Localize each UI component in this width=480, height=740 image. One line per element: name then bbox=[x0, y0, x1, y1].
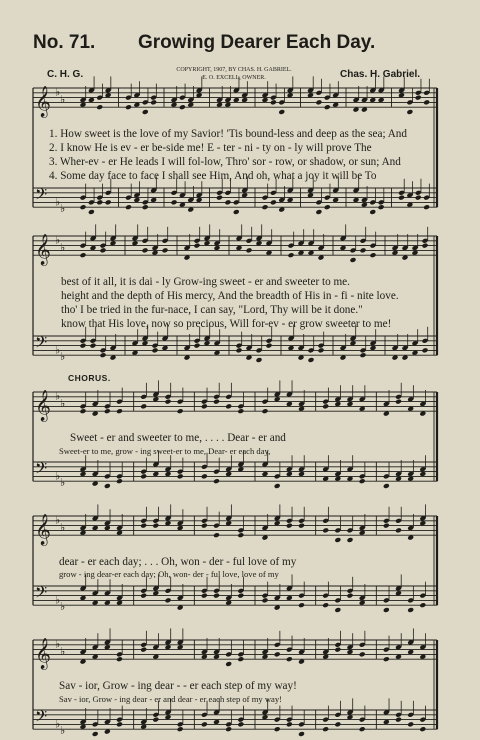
note-head bbox=[419, 726, 426, 732]
key-signature-flat-icon: ♭ bbox=[55, 514, 61, 527]
note-head bbox=[216, 195, 223, 201]
note-head bbox=[233, 209, 240, 215]
note-head bbox=[322, 403, 329, 409]
note-head bbox=[347, 537, 354, 543]
verse-2-line-a: 2. I know He is ev - er be-side me! E - ter - ni - ty on - ly will prove The bbox=[49, 142, 372, 154]
note-head bbox=[152, 717, 159, 723]
note-head bbox=[378, 204, 385, 210]
bass-clef-icon: 𝄢 bbox=[35, 583, 48, 606]
key-signature-flat-icon: ♭ bbox=[60, 645, 66, 658]
note-head bbox=[165, 399, 172, 405]
copyright-line: COPYRIGHT, 1907, BY CHAS. H. GABRIEL. bbox=[176, 67, 292, 73]
note-head bbox=[322, 527, 329, 533]
note-head bbox=[162, 247, 169, 253]
key-signature-flat-icon: ♭ bbox=[60, 351, 66, 363]
note-head bbox=[360, 352, 367, 358]
note-head bbox=[213, 478, 220, 484]
note-head bbox=[171, 199, 178, 205]
note-head bbox=[201, 523, 208, 529]
note-head bbox=[225, 661, 232, 667]
note-head bbox=[116, 478, 123, 484]
note-head bbox=[236, 347, 243, 353]
note-head bbox=[383, 523, 390, 529]
note-head bbox=[90, 343, 97, 349]
verse-4-line-a: 4. Some day face to face I shall see Him, And oh, what a joy it will be To bbox=[49, 170, 377, 182]
note-head bbox=[274, 726, 281, 732]
note-head bbox=[370, 252, 377, 258]
note-head bbox=[225, 726, 232, 732]
note-head bbox=[246, 247, 253, 253]
note-head bbox=[213, 532, 220, 538]
bass-staff bbox=[33, 333, 437, 363]
treble-clef-icon: 𝄞 bbox=[35, 638, 51, 670]
note-head bbox=[177, 726, 184, 732]
chorus-label: CHORUS. bbox=[68, 373, 111, 383]
note-head bbox=[359, 726, 366, 732]
note-head bbox=[140, 403, 147, 409]
note-head bbox=[406, 109, 413, 115]
note-head bbox=[334, 721, 341, 727]
note-head bbox=[334, 647, 341, 653]
note-head bbox=[270, 199, 277, 205]
note-head bbox=[194, 343, 201, 349]
note-head bbox=[179, 104, 186, 110]
key-signature-flat-icon: ♭ bbox=[55, 638, 61, 651]
note-head bbox=[407, 721, 414, 727]
treble-clef-icon: 𝄞 bbox=[35, 514, 51, 546]
note-head bbox=[80, 204, 87, 210]
note-head bbox=[270, 99, 277, 105]
lyricist-credit: C. H. G. bbox=[47, 69, 84, 80]
bass-clef-icon: 𝄢 bbox=[35, 707, 48, 730]
key-signature-flat-icon: ♭ bbox=[55, 470, 61, 483]
chorus-line-3-soprano: Sav - ior, Grow - ing dear - - er each step of my way! bbox=[59, 680, 297, 692]
note-head bbox=[315, 99, 322, 105]
note-head bbox=[142, 204, 149, 210]
key-signature-flat-icon: ♭ bbox=[55, 390, 61, 403]
verse-4-line-b: know that His love, now so precious, Will for-ev - er grow sweeter to me! bbox=[61, 318, 392, 330]
note-head bbox=[88, 209, 95, 215]
note-head bbox=[201, 721, 208, 727]
note-head bbox=[140, 473, 147, 479]
key-signature-flat-icon: ♭ bbox=[55, 718, 61, 731]
key-signature-flat-icon: ♭ bbox=[55, 196, 61, 209]
bass-clef-icon: 𝄢 bbox=[35, 459, 48, 482]
treble-clef-icon: 𝄞 bbox=[35, 234, 51, 266]
note-head bbox=[262, 408, 269, 414]
note-head bbox=[350, 257, 357, 263]
note-head bbox=[100, 352, 107, 358]
note-head bbox=[369, 209, 376, 215]
note-head bbox=[318, 347, 325, 353]
key-signature-flat-icon: ♭ bbox=[60, 241, 66, 254]
bass-clef-icon: 𝄢 bbox=[35, 185, 48, 208]
note-head bbox=[96, 104, 103, 110]
note-head bbox=[415, 95, 422, 101]
chorus-line-1-soprano: Sweet - er and sweeter to me, . . . . Dear - er and bbox=[70, 432, 286, 444]
key-signature-flat-icon: ♭ bbox=[55, 86, 61, 99]
note-head bbox=[407, 607, 414, 613]
note-head bbox=[92, 731, 99, 737]
note-head bbox=[308, 357, 315, 363]
chorus-line-1-bass: Sweet-er to me, grow - ing sweet-er to me, Dear- er each day, bbox=[59, 446, 271, 456]
hymn-title: Growing Dearer Each Day. bbox=[138, 32, 376, 53]
note-head bbox=[100, 247, 107, 253]
note-head bbox=[347, 593, 354, 599]
note-head bbox=[274, 483, 281, 489]
note-head bbox=[262, 597, 269, 603]
treble-clef-icon: 𝄞 bbox=[35, 86, 51, 118]
note-head bbox=[274, 651, 281, 657]
note-head bbox=[80, 408, 87, 414]
owner-line: E. O. EXCELL, OWNER. bbox=[202, 75, 266, 81]
note-head bbox=[422, 347, 429, 353]
note-head bbox=[286, 721, 293, 727]
note-head bbox=[322, 726, 329, 732]
note-head bbox=[423, 204, 430, 210]
note-head bbox=[262, 204, 269, 210]
chorus-line-2-soprano: dear - er each day; . . . Oh, won - der - ful love of my bbox=[59, 556, 297, 568]
note-head bbox=[116, 656, 123, 662]
note-head bbox=[383, 607, 390, 613]
note-head bbox=[237, 408, 244, 414]
note-head bbox=[125, 204, 132, 210]
note-head bbox=[116, 408, 123, 414]
key-signature-flat-icon: ♭ bbox=[55, 234, 61, 247]
note-head bbox=[150, 99, 157, 105]
note-head bbox=[177, 408, 184, 414]
verse-3-line-b: tho' I be tried in the fur-nace, I can say, "Lord, Thy will be it done." bbox=[61, 304, 363, 316]
key-signature-flat-icon: ♭ bbox=[55, 344, 61, 357]
note-head bbox=[415, 195, 422, 201]
note-head bbox=[395, 717, 402, 723]
note-head bbox=[334, 607, 341, 613]
note-head bbox=[177, 473, 184, 479]
note-head bbox=[96, 199, 103, 205]
key-signature-flat-icon: ♭ bbox=[60, 93, 66, 106]
note-head bbox=[286, 656, 293, 662]
bass-clef-icon: 𝄢 bbox=[35, 333, 48, 356]
chorus-line-2-bass: grow - ing dear-er each day; Oh, won- der - ful love, love of my bbox=[59, 569, 279, 579]
note-head bbox=[142, 109, 149, 115]
note-head bbox=[398, 195, 405, 201]
note-head bbox=[225, 403, 232, 409]
verse-1-line-a: 1. How sweet is the love of my Savior! 'Tis bound-less and deep as the sea; And bbox=[49, 128, 407, 140]
note-head bbox=[422, 243, 429, 249]
note-head bbox=[104, 408, 111, 414]
treble-clef-icon: 𝄞 bbox=[35, 390, 51, 422]
note-head bbox=[298, 731, 305, 737]
note-head bbox=[152, 347, 159, 353]
note-head bbox=[322, 602, 329, 608]
note-head bbox=[142, 247, 149, 253]
note-head bbox=[165, 597, 172, 603]
note-head bbox=[80, 252, 87, 258]
note-head bbox=[359, 651, 366, 657]
note-head bbox=[213, 593, 220, 599]
key-signature-flat-icon: ♭ bbox=[60, 521, 66, 534]
verse-2-line-b: height and the depth of His mercy, And the breadth of His in - fi - nite love. bbox=[61, 290, 399, 302]
key-signature-flat-icon: ♭ bbox=[60, 725, 66, 737]
note-head bbox=[359, 478, 366, 484]
note-head bbox=[334, 537, 341, 543]
note-head bbox=[288, 252, 295, 258]
note-head bbox=[237, 593, 244, 599]
verse-3-line-a: 3. Wher-ev - er He leads I will fol-low, Thro' sor - row, or shadow, or sun; And bbox=[49, 156, 401, 168]
key-signature-flat-icon: ♭ bbox=[60, 397, 66, 410]
composer-credit: Chas. H. Gabriel. bbox=[340, 69, 421, 80]
note-head bbox=[298, 602, 305, 608]
note-head bbox=[140, 523, 147, 529]
note-head bbox=[395, 527, 402, 533]
note-head bbox=[298, 523, 305, 529]
note-head bbox=[140, 647, 147, 653]
note-head bbox=[423, 99, 430, 105]
key-signature-flat-icon: ♭ bbox=[60, 477, 66, 489]
key-signature-flat-icon: ♭ bbox=[60, 203, 66, 215]
hymn-number: No. 71. bbox=[33, 32, 96, 53]
note-head bbox=[201, 403, 208, 409]
note-head bbox=[419, 602, 426, 608]
note-head bbox=[278, 109, 285, 115]
note-head bbox=[383, 656, 390, 662]
note-head bbox=[194, 243, 201, 249]
chorus-line-3-bass: Sav - ior, Grow - ing dear - er and dear - er each step of my way! bbox=[59, 694, 283, 704]
note-head bbox=[125, 104, 132, 110]
key-signature-flat-icon: ♭ bbox=[55, 594, 61, 607]
key-signature-flat-icon: ♭ bbox=[60, 601, 66, 613]
note-head bbox=[116, 721, 123, 727]
note-head bbox=[395, 399, 402, 405]
note-head bbox=[266, 343, 273, 349]
note-head bbox=[105, 199, 112, 205]
note-head bbox=[360, 247, 367, 253]
verse-1-line-b: best of it all, it is dai - ly Grow-ing sweet - er and sweeter to me. bbox=[61, 276, 350, 288]
note-head bbox=[237, 721, 244, 727]
note-head bbox=[104, 483, 111, 489]
note-head bbox=[256, 357, 263, 363]
note-head bbox=[324, 204, 331, 210]
note-head bbox=[237, 532, 244, 538]
note-head bbox=[286, 523, 293, 529]
note-head bbox=[315, 209, 322, 215]
note-head bbox=[383, 483, 390, 489]
note-head bbox=[237, 656, 244, 662]
note-head bbox=[213, 399, 220, 405]
note-head bbox=[224, 199, 231, 205]
note-head bbox=[152, 523, 159, 529]
note-head bbox=[80, 343, 87, 349]
note-head bbox=[324, 104, 331, 110]
note-head bbox=[201, 473, 208, 479]
note-head bbox=[201, 593, 208, 599]
note-head bbox=[140, 593, 147, 599]
